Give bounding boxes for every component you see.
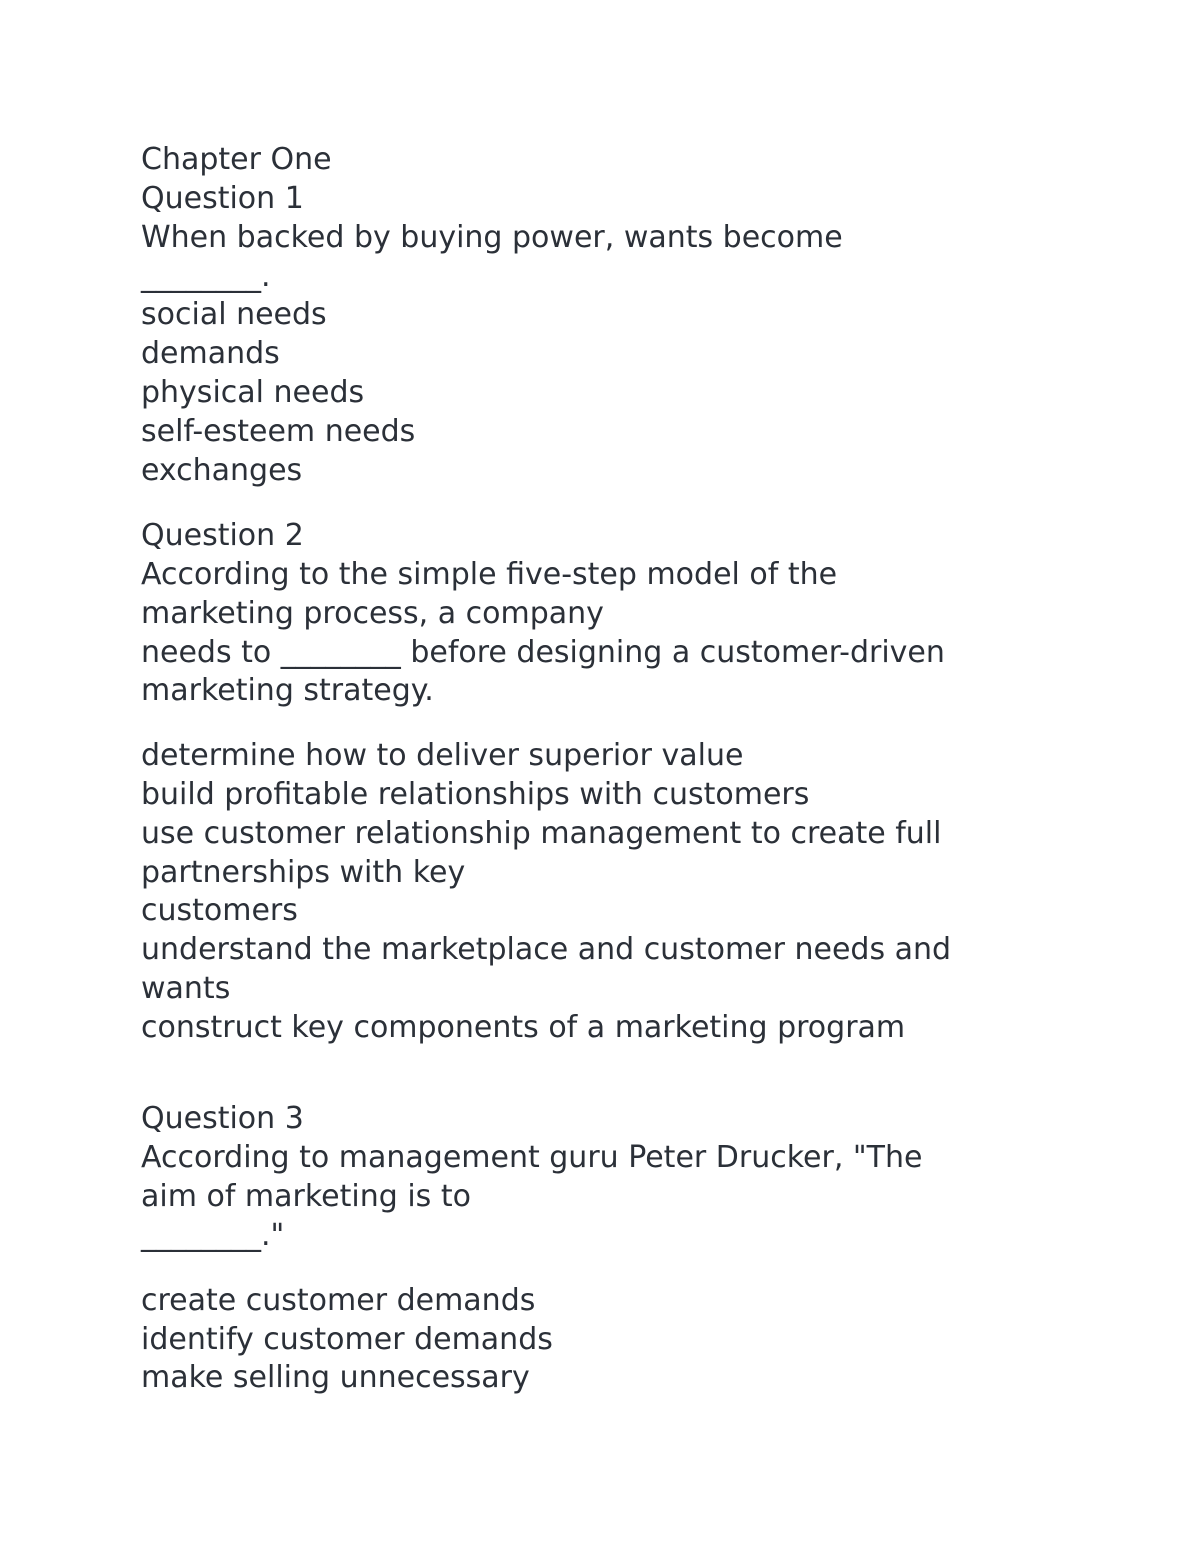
question-3-prompt-line: ________." — [141, 1218, 285, 1253]
question-2-prompt-line: According to the simple five-step model of the — [141, 557, 838, 592]
question-1-option: self-esteem needs — [141, 414, 416, 449]
question-1-option: physical needs — [141, 375, 365, 410]
question-1-prompt-line: ________. — [141, 259, 271, 294]
question-3-label: Question 3 — [141, 1101, 304, 1136]
question-3-option: make selling unnecessary — [141, 1360, 530, 1395]
question-3-option: create customer demands — [141, 1283, 536, 1318]
question-1-option: social needs — [141, 297, 327, 332]
question-1-label: Question 1 — [141, 181, 304, 216]
question-3-prompt-line: aim of marketing is to — [141, 1179, 471, 1214]
question-2-prompt-line: needs to ________ before designing a customer-driven — [141, 635, 945, 670]
question-2-option-line: customers — [141, 893, 298, 928]
question-2-prompt-line: marketing strategy. — [141, 673, 434, 708]
question-3-prompt-line: According to management guru Peter Drucker, "The — [141, 1140, 923, 1175]
question-2-option-line: use customer relationship management to create full — [141, 816, 942, 851]
question-2-prompt-line: marketing process, a company — [141, 596, 604, 631]
question-1-prompt-line: When backed by buying power, wants become — [141, 220, 843, 255]
question-1-option: exchanges — [141, 453, 303, 488]
question-2-option-line: build profitable relationships with customers — [141, 777, 810, 812]
question-1-option: demands — [141, 336, 280, 371]
question-2-label: Question 2 — [141, 518, 304, 553]
question-2-option-line: construct key components of a marketing program — [141, 1010, 906, 1045]
question-3-option: identify customer demands — [141, 1322, 553, 1357]
chapter-title: Chapter One — [141, 142, 332, 177]
question-2-option-line: partnerships with key — [141, 855, 466, 890]
question-2-option-line: understand the marketplace and customer needs and — [141, 932, 952, 967]
question-2-option-line: determine how to deliver superior value — [141, 738, 744, 773]
question-2-option-line: wants — [141, 971, 231, 1006]
